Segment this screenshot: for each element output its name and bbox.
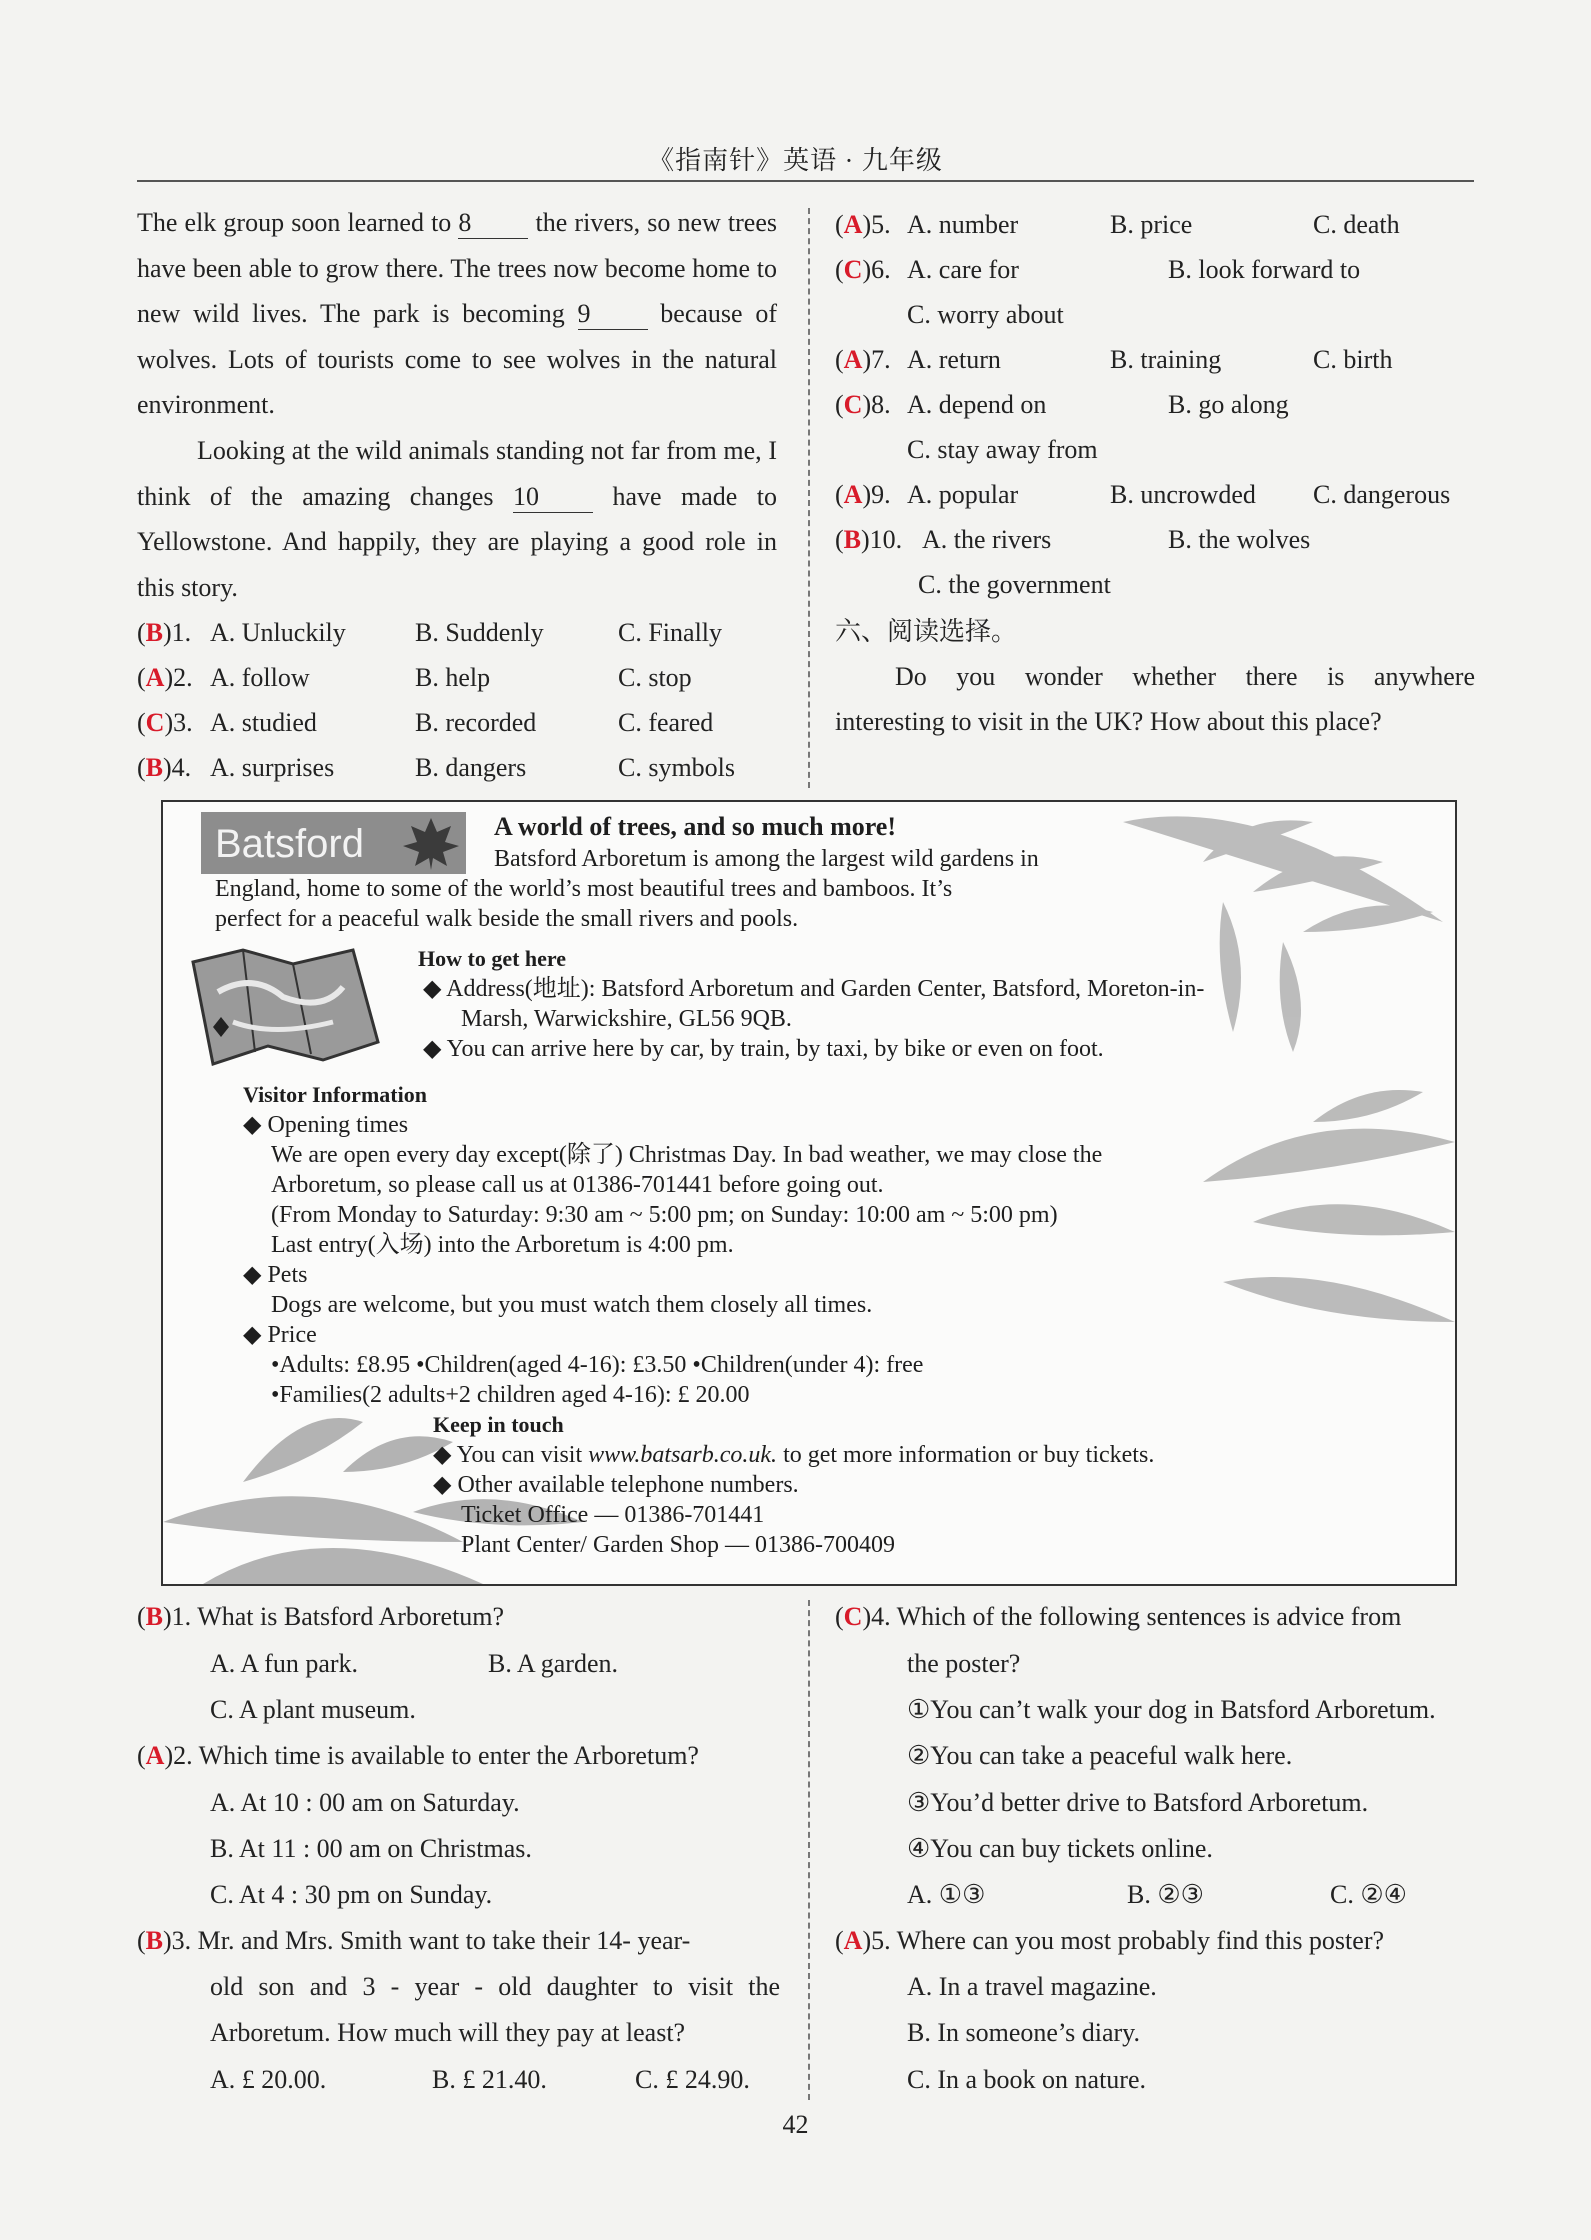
other-numbers-line: ◆ Other available telephone numbers. xyxy=(433,1472,799,1498)
answer-mark: B xyxy=(145,618,164,647)
price-label: ◆ Price xyxy=(243,1322,317,1348)
poster-description: England, home to some of the world’s most beautiful trees and bamboos. It’s xyxy=(215,876,953,902)
pets-text: Dogs are welcome, but you must watch them closely all times. xyxy=(271,1292,873,1318)
option-a: A. number xyxy=(907,210,1019,239)
statement-2: ②You can take a peaceful walk here. xyxy=(907,1741,1293,1770)
answer-mark: A xyxy=(843,480,863,509)
option-b: B. At 11 : 00 am on Christmas. xyxy=(210,1834,532,1863)
cloze-question-8: (C)8. xyxy=(835,390,891,419)
passage-text: because of wolves. Lots of tourists come to see wolves in the natural environment. xyxy=(137,299,777,419)
poster-description: Batsford Arboretum is among the largest wild gardens in xyxy=(494,846,1039,872)
option-a: A. return xyxy=(907,345,1001,374)
option-c: C. symbols xyxy=(618,753,736,782)
cloze-question-7: (A)7. xyxy=(835,345,891,374)
leaf-decoration-icon xyxy=(1083,802,1455,1062)
reading-question-4: (C)4. Which of the following sentences is advice from xyxy=(835,1602,1402,1631)
option-a: A. Unluckily xyxy=(210,618,346,647)
reading-question-1: (B)1. What is Batsford Arboretum? xyxy=(137,1602,505,1631)
option-b: B. training xyxy=(1110,345,1222,374)
column-divider xyxy=(808,1600,810,2100)
map-icon xyxy=(173,942,388,1072)
website-url: www.batsarb.co.uk. xyxy=(588,1442,778,1468)
visitor-information-title: Visitor Information xyxy=(243,1082,427,1107)
section-6-intro-line-2: interesting to visit in the UK? How about this place? xyxy=(835,707,1382,736)
statement-1: ①You can’t walk your dog in Batsford Arboretum. xyxy=(907,1695,1436,1724)
poster-description: perfect for a peaceful walk beside the small rivers and pools. xyxy=(215,906,799,932)
cloze-question-4: (B)4. xyxy=(137,753,192,782)
blank-8: 8 xyxy=(458,208,528,239)
blank-10: 10 xyxy=(513,482,593,513)
visit-website-line xyxy=(433,1440,1154,1470)
option-a: A. In a travel magazine. xyxy=(907,1972,1157,2001)
maple-leaf-icon xyxy=(401,816,461,870)
option-c: C. ②④ xyxy=(1330,1880,1407,1909)
option-a: A. studied xyxy=(210,708,317,737)
option-a: A. care for xyxy=(907,255,1019,284)
option-b: B. the wolves xyxy=(1168,525,1311,554)
option-a: A. follow xyxy=(210,663,310,692)
option-a: A. At 10 : 00 am on Saturday. xyxy=(210,1788,520,1817)
option-b: B. look forward to xyxy=(1168,255,1361,284)
visit-text: ◆ You can visit xyxy=(433,1442,589,1468)
option-b: B. £ 21.40. xyxy=(432,2065,547,2094)
question-stem: old son and 3 - year - old daughter to visit the xyxy=(210,1972,780,2001)
cloze-question-5: (A)5. xyxy=(835,210,891,239)
option-c: C. feared xyxy=(618,708,714,737)
statement-4: ④You can buy tickets online. xyxy=(907,1834,1213,1863)
answer-mark: A xyxy=(843,210,863,239)
visit-text: to get more information or buy tickets. xyxy=(777,1442,1155,1468)
option-b: B. dangers xyxy=(415,753,527,782)
reading-question-2: (A)2. Which time is available to enter the Arboretum? xyxy=(137,1741,699,1770)
statement-3: ③You’d better drive to Batsford Arboretum. xyxy=(907,1788,1369,1817)
opening-times-label: ◆ Opening times xyxy=(243,1112,409,1138)
ticket-office-number: Ticket Office — 01386-701441 xyxy=(461,1502,765,1528)
reading-question-3: (B)3. Mr. and Mrs. Smith want to take their 14- year- xyxy=(137,1926,691,1955)
option-b: B. uncrowded xyxy=(1110,480,1256,509)
answer-mark: C xyxy=(843,255,863,284)
page-header-title: 《指南针》英语 · 九年级 xyxy=(648,146,943,175)
option-b: B. In someone’s diary. xyxy=(907,2018,1140,2047)
batsford-logo xyxy=(201,812,466,874)
answer-mark: C xyxy=(145,708,165,737)
passage-text: have made to Yellowstone. And happily, they are playing a good role in this story. xyxy=(137,481,778,602)
plant-center-number: Plant Center/ Garden Shop — 01386-700409 xyxy=(461,1532,895,1558)
answer-mark: A xyxy=(145,663,165,692)
pets-label: ◆ Pets xyxy=(243,1262,308,1288)
option-a: A. ①③ xyxy=(907,1880,986,1909)
answer-mark: C xyxy=(843,1602,863,1631)
option-c: C. stop xyxy=(618,663,692,692)
option-c: C. £ 24.90. xyxy=(635,2065,750,2094)
answer-mark: B xyxy=(145,753,164,782)
option-c: C. the government xyxy=(918,570,1111,599)
how-to-get-here-title: How to get here xyxy=(418,946,567,971)
opening-times-text: Arboretum, so please call us at 01386-701441 before going out. xyxy=(271,1172,884,1198)
option-a: A. £ 20.00. xyxy=(210,2065,327,2094)
opening-times-text: We are open every day except(除了) Christmas Day. In bad weather, we may close the xyxy=(271,1142,1103,1168)
answer-mark: C xyxy=(843,390,863,419)
batsford-poster xyxy=(161,800,1457,1586)
header-rule xyxy=(137,180,1474,182)
answer-mark: B xyxy=(843,525,862,554)
option-c: C. dangerous xyxy=(1313,480,1451,509)
question-stem: the poster? xyxy=(907,1649,1021,1678)
option-b: B. help xyxy=(415,663,491,692)
option-a: A. depend on xyxy=(907,390,1047,419)
opening-times-text: Last entry(入场) into the Arboretum is 4:00 pm. xyxy=(271,1232,734,1258)
cloze-question-10: (B)10. xyxy=(835,525,903,554)
page-number: 42 xyxy=(782,2110,809,2139)
option-b: B. ②③ xyxy=(1127,1880,1204,1909)
blank-9: 9 xyxy=(578,299,648,330)
option-c: C. worry about xyxy=(907,300,1064,329)
price-text: •Adults: £8.95 •Children(aged 4-16): £3.50 •Children(under 4): free xyxy=(271,1352,924,1378)
option-a: A. the rivers xyxy=(922,525,1052,554)
passage-text: The elk group soon learned to xyxy=(137,208,452,237)
option-c: C. At 4 : 30 pm on Sunday. xyxy=(210,1880,493,1909)
option-a: A. surprises xyxy=(210,753,335,782)
leaf-decoration-icon xyxy=(1163,1082,1455,1382)
passage-text: the rivers, so new trees have been able to grow there. The trees now become home to new wild lives. The park is becoming xyxy=(137,208,778,328)
answer-mark: B xyxy=(145,1926,164,1955)
cloze-question-3: (C)3. xyxy=(137,708,193,737)
option-a: A. A fun park. xyxy=(210,1649,359,1678)
cloze-question-6: (C)6. xyxy=(835,255,891,284)
cloze-question-1: (B)1. xyxy=(137,618,192,647)
answer-mark: A xyxy=(145,1741,165,1770)
address-line: ◆ Address(地址): Batsford Arboretum and Garden Center, Batsford, Moreton-in- xyxy=(423,976,1205,1002)
passage-text: Looking at the wild animals standing not far from me, I think of the amazing changes xyxy=(137,436,777,511)
cloze-question-9: (A)9. xyxy=(835,480,891,509)
answer-mark: A xyxy=(843,345,863,374)
address-line: Marsh, Warwickshire, GL56 9QB. xyxy=(461,1006,792,1032)
option-b: B. Suddenly xyxy=(415,618,544,647)
option-c: C. Finally xyxy=(618,618,723,647)
cloze-question-2: (A)2. xyxy=(137,663,193,692)
question-stem: Arboretum. How much will they pay at least? xyxy=(210,2018,686,2047)
poster-headline: A world of trees, and so much more! xyxy=(494,812,897,841)
option-b: B. price xyxy=(1110,210,1193,239)
option-a: A. popular xyxy=(907,480,1019,509)
option-c: C. A plant museum. xyxy=(210,1695,416,1724)
option-c: C. birth xyxy=(1313,345,1393,374)
option-b: B. recorded xyxy=(415,708,537,737)
arrive-line: ◆ You can arrive here by car, by train, by taxi, by bike or even on foot. xyxy=(423,1036,1104,1062)
answer-mark: B xyxy=(145,1602,164,1631)
option-c: C. stay away from xyxy=(907,435,1098,464)
option-b: B. go along xyxy=(1168,390,1289,419)
opening-times-text: (From Monday to Saturday: 9:30 am ~ 5:00 pm; on Sunday: 10:00 am ~ 5:00 pm) xyxy=(271,1202,1058,1228)
column-divider xyxy=(808,208,810,788)
answer-mark: A xyxy=(843,1926,863,1955)
logo-text: Batsford xyxy=(215,822,364,866)
passage-paragraph-1 xyxy=(137,200,777,428)
keep-in-touch-title: Keep in touch xyxy=(433,1412,564,1437)
section-6-intro-line-1: Do you wonder whether there is anywhere xyxy=(895,662,1475,691)
passage-paragraph-2 xyxy=(137,428,777,610)
option-c: C. In a book on nature. xyxy=(907,2065,1147,2094)
price-text: •Families(2 adults+2 children aged 4-16): £ 20.00 xyxy=(271,1382,750,1408)
option-c: C. death xyxy=(1313,210,1400,239)
reading-question-5: (A)5. Where can you most probably find this poster? xyxy=(835,1926,1385,1955)
option-b: B. A garden. xyxy=(488,1649,618,1678)
section-6-title: 六、阅读选择。 xyxy=(835,617,1018,646)
